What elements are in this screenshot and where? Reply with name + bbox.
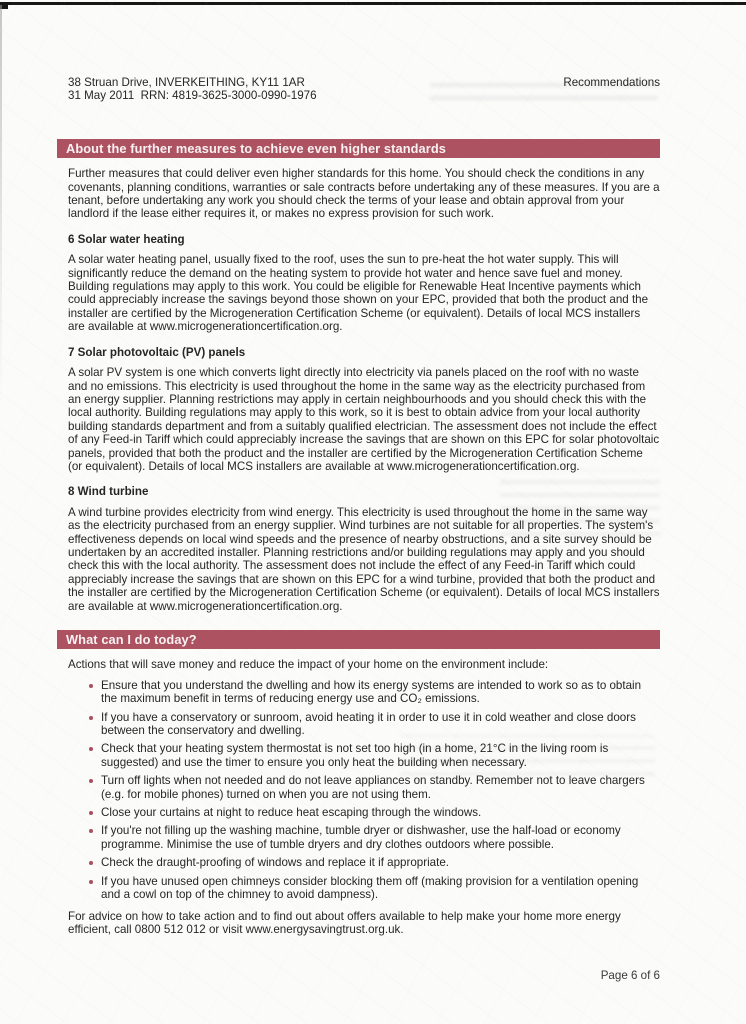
today-actions-list <box>68 679 660 902</box>
list-item: If you have a conservatory or sunroom, avoid heating it in order to use it in cold weather and close doors between the conservatory and dwelling. <box>88 711 660 738</box>
list-item: Ensure that you understand the dwelling and how its energy systems are intended to work so as to obtain the maximum benefit in terms of reducing energy use and CO₂ emissions. <box>88 679 660 706</box>
section-body-solar-water-heating: A solar water heating panel, usually fixed to the roof, uses the sun to pre-heat the hot water supply. This will significantly reduce the demand on the heating system to provide hot water and hence save fuel and money. Building regulations may apply to this work. You could be eligible for Renewable Heat Incentive payments which could appreciably increase the savings beyond those shown on your EPC, provided that both the product and the installer are certified by the Microgeneration Certification Scheme (or equivalent). Details of local MCS installers are available at www.microgenerationcertification.org. <box>68 253 649 334</box>
header-address-block <box>68 76 317 103</box>
advice-closing-paragraph: For advice on how to take action and to find out about offers available to help make your home more energy efficient, call 0800 512 012 or visit www.energysavingtrust.org.uk. <box>68 909 621 936</box>
section-banner-further-measures: About the further measures to achieve even higher standards <box>57 139 660 158</box>
further-measures-intro: Further measures that could deliver even higher standards for this home. You should check the conditions in any covenants, planning conditions, warranties or sale contracts before undertaking any of these measures. If you are a tenant, before undertaking any work you should check the terms of your lease and obtain approval from your landlord if the lease either requires it, or makes no express provision for such work. <box>68 167 660 221</box>
section-body-wind-turbine: A wind turbine provides electricity from wind energy. This electricity is used throughout the home in the same way as the electricity purchased from an energy supplier. Wind turbines are not suitable for all properties. The system's effectiveness depends on local wind speeds and the presence of nearby obstructions, and a site survey should be undertaken by an accredited installer. Planning restrictions and/or building regulations may apply and you should check this with the local authority. The assessment does not include the effect of any Feed-in Tariff which could appreciably increase the savings that are shown on this EPC for a wind turbine, provided that both the product and the installer are certified by the Microgeneration Certification Scheme (or equivalent). Details of local MCS installers are available at www.microgenerationcertification.org. <box>68 505 660 613</box>
document-type-label: Recommendations <box>563 76 660 89</box>
section-banner-what-can-i-do-today: What can I do today? <box>57 630 660 649</box>
section-body-solar-pv-panels: A solar PV system is one which converts light directly into electricity via panels placed on the roof with no waste and no emissions. This electricity is used throughout the home in the same way as the electricity purchased from an energy supplier. Planning restrictions may apply in certain neighbourhoods and you should check this with the local authority. Building regulations may apply to this work, so it is best to obtain advice from your local authority building standards department and from a suitably qualified electrician. The assessment does not include the effect of any Feed-in Tariff which could appreciably increase the savings that are shown on this EPC for solar photovoltaic panels, provided that both the product and the installer are certified by the Microgeneration Certification Scheme (or equivalent). Details of local MCS installers are available at www.microgenerationcertification.org. <box>68 366 660 473</box>
list-item: If you have unused open chimneys consider blocking them off (making provision for a ventilation opening and a cowl on top of the chimney to avoid dampness). <box>88 875 660 902</box>
list-item: Check the draught-proofing of windows and replace it if appropriate. <box>88 856 660 869</box>
section-heading-solar-water-heating: 6 Solar water heating <box>68 232 185 246</box>
section-heading-solar-pv-panels: 7 Solar photovoltaic (PV) panels <box>68 345 246 359</box>
property-address: 38 Struan Drive, INVERKEITHING, KY11 1AR <box>68 76 305 89</box>
report-date-rrn: 31 May 2011 RRN: 4819-3625-3000-0990-1976 <box>68 89 317 103</box>
page-header <box>68 76 660 103</box>
list-item: Close your curtains at night to reduce heat escaping through the windows. <box>88 806 660 819</box>
today-intro: Actions that will save money and reduce the impact of your home on the environment include: <box>68 658 549 672</box>
page-number: Page 6 of 6 <box>600 969 660 982</box>
list-item: If you're not filling up the washing machine, tumble dryer or dishwasher, use the half-load or economy programme. Minimise the use of tumble dryers and dry clothes outdoors where possible. <box>88 824 660 851</box>
scan-edge-artifact <box>0 5 2 405</box>
document-page <box>68 76 660 936</box>
scan-edge-artifact <box>0 2 746 5</box>
list-item: Turn off lights when not needed and do not leave appliances on standby. Remember not to leave chargers (e.g. for mobile phones) turned on when you are not using them. <box>88 774 660 801</box>
section-heading-wind-turbine: 8 Wind turbine <box>68 485 149 499</box>
list-item: Check that your heating system thermostat is not set too high (in a home, 21°C in the living room is suggested) and use the timer to ensure you only heat the building when necessary. <box>88 742 660 769</box>
